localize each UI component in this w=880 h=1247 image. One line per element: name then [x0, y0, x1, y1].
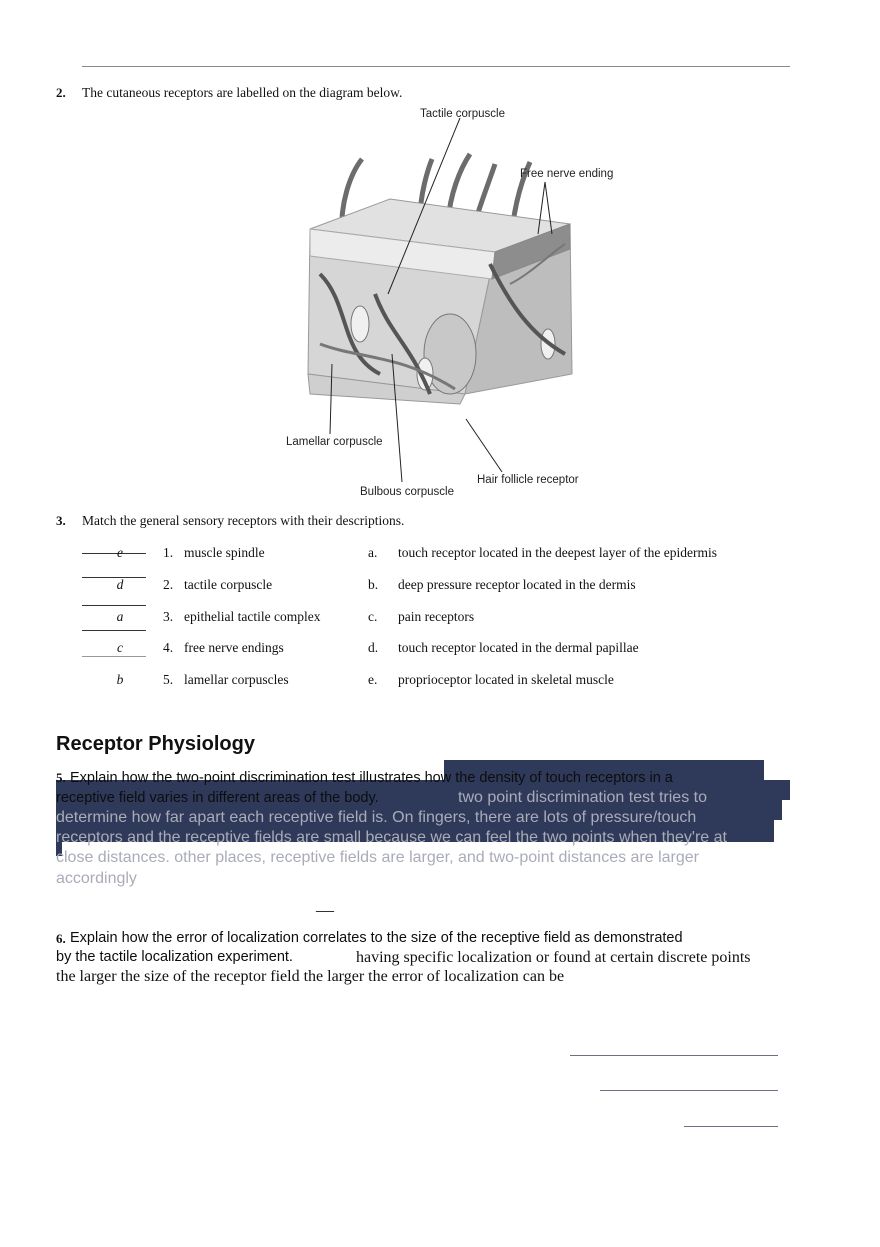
answer-5-line-1: two point discrimination test tries to [458, 789, 707, 806]
desc-text: deep pressure receptor located in the dermis [398, 577, 636, 592]
label-lamellar-corpuscle: Lamellar corpuscle [286, 436, 383, 448]
question-5-line-1: Explain how the two-point discrimination test illustrates how the density of touch receptors in a [70, 770, 673, 786]
top-divider [82, 66, 790, 67]
answer-5-line-4: close distances. other places, receptive fields are larger, and two-point distances are larger [56, 849, 700, 866]
answer-value: c [117, 640, 123, 655]
label-free-nerve-ending: Free nerve ending [520, 168, 614, 180]
term-number: 1. [163, 545, 174, 560]
answer-value: d [116, 577, 124, 592]
answer-line[interactable] [684, 1126, 778, 1127]
answer-5-line-3: receptors and the receptive fields are small because we can feel the two points when they're at [56, 829, 727, 846]
label-bulbous-corpuscle: Bulbous corpuscle [360, 486, 454, 498]
question-3-text: Match the general sensory receptors with their descriptions. [82, 513, 405, 528]
term-number: 2. [163, 577, 174, 592]
term-name: lamellar corpuscles [184, 672, 289, 687]
term-name: tactile corpuscle [184, 577, 273, 592]
question-5-line-2: receptive field varies in different areas of the body. [56, 790, 379, 806]
desc-letter: e. [368, 672, 378, 687]
match-row [82, 609, 782, 629]
term-name: epithelial tactile complex [184, 609, 321, 624]
answer-blank-underline [82, 656, 146, 657]
desc-letter: b. [368, 577, 379, 592]
label-tactile-corpuscle: Tactile corpuscle [420, 108, 506, 120]
question-3-number: 3. [56, 513, 66, 528]
question-6-line-1: Explain how the error of localization correlates to the size of the receptive field as demonstrated [70, 930, 683, 946]
desc-text: pain receptors [398, 609, 475, 624]
answer-6-line-2: the larger the size of the receptor field the larger the error of localization can be [56, 968, 565, 985]
term-number: 4. [163, 640, 174, 655]
answer-6-line-1: having specific localization or found at certain discrete points [356, 949, 751, 966]
answer-5-line-5: accordingly [56, 870, 137, 887]
answer-value: b [116, 672, 124, 687]
answer-value: a [116, 609, 124, 624]
answer-line[interactable] [570, 1055, 778, 1056]
term-number: 3. [163, 609, 174, 624]
answer-line[interactable] [600, 1090, 778, 1091]
term-number: 5. [163, 672, 174, 687]
match-row [82, 672, 782, 692]
question-6-number: 6. [56, 931, 66, 946]
match-row [82, 577, 782, 597]
desc-letter: d. [368, 640, 379, 655]
answer-value: e [117, 545, 123, 560]
question-2-number: 2. [56, 85, 66, 100]
section-title: Receptor Physiology [56, 733, 255, 755]
match-row [82, 640, 782, 660]
question-2-text: The cutaneous receptors are labelled on the diagram below. [82, 85, 403, 100]
desc-letter: a. [368, 545, 378, 560]
answer-blank[interactable] [82, 605, 146, 606]
label-hair-follicle-receptor: Hair follicle receptor [477, 474, 579, 486]
desc-letter: c. [368, 609, 378, 624]
term-name: free nerve endings [184, 640, 284, 655]
question-5-number: 5. [56, 770, 66, 785]
match-row [82, 545, 782, 565]
term-name: muscle spindle [184, 545, 265, 560]
question-6-line-2: by the tactile localization experiment. [56, 949, 293, 965]
desc-text: touch receptor located in the deepest layer of the epidermis [398, 545, 717, 560]
answer-blank[interactable] [82, 630, 146, 631]
desc-text: proprioceptor located in skeletal muscle [398, 672, 614, 687]
dash-mark: — [316, 900, 334, 920]
answer-5-line-2: determine how far apart each receptive field is. On fingers, there are lots of pressure/touch [56, 809, 697, 826]
desc-text: touch receptor located in the dermal papillae [398, 640, 639, 655]
